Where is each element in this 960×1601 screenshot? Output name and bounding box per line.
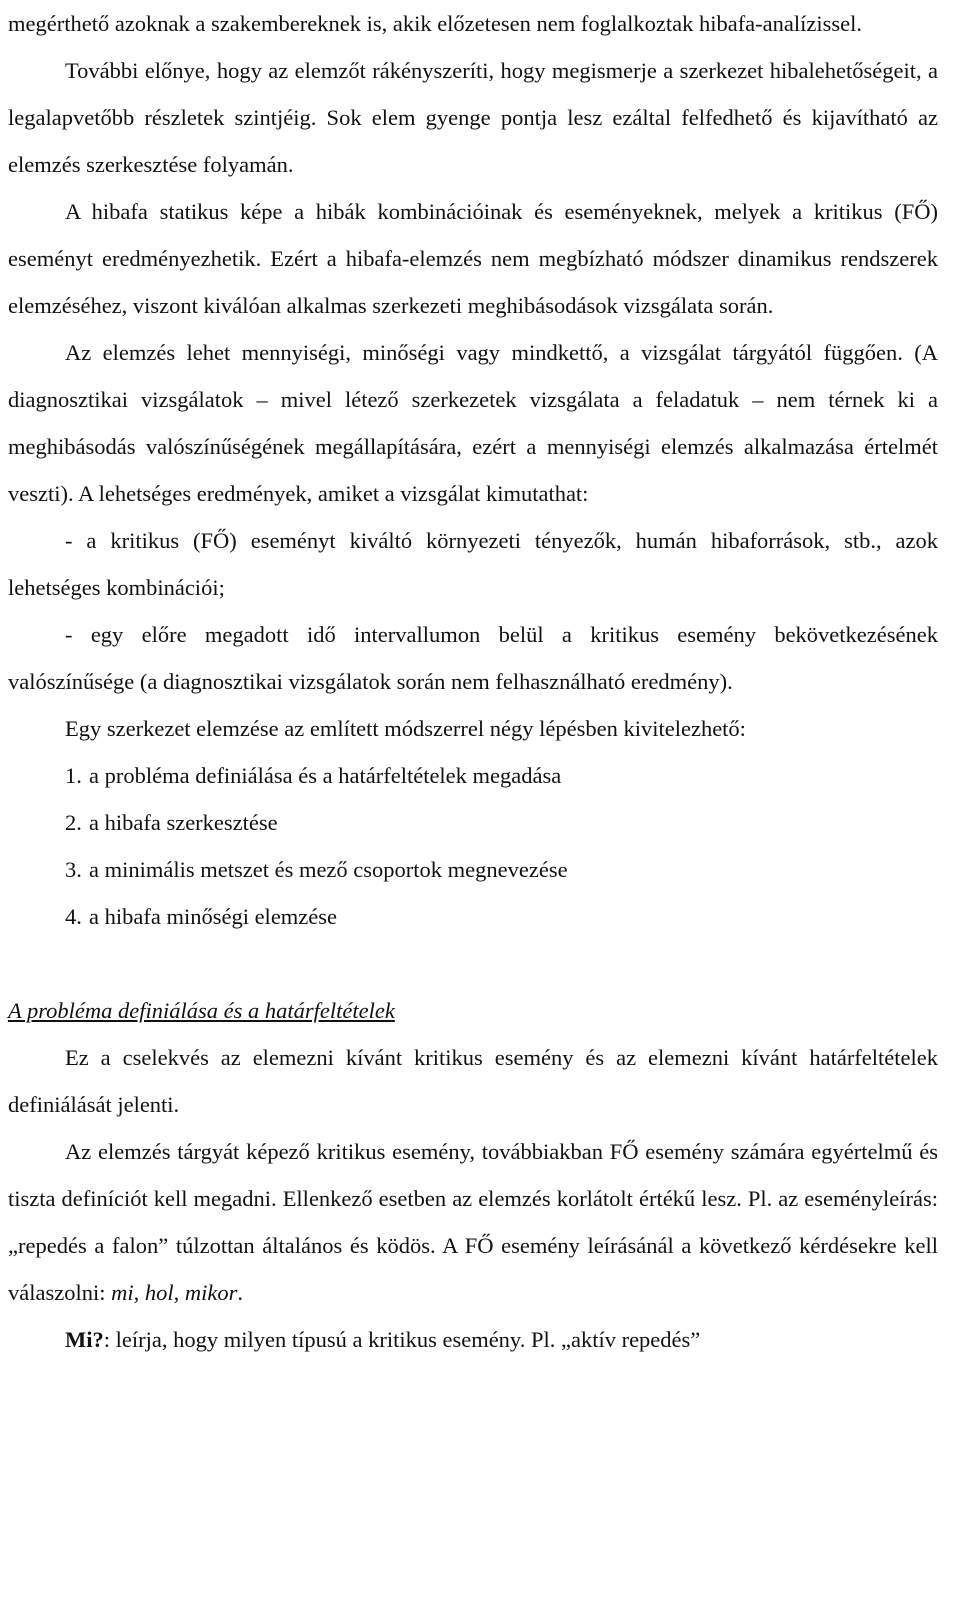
list-item xyxy=(8,846,938,893)
list-number: 4. xyxy=(65,904,82,929)
list-text: a probléma definiálása és a határfeltételek megadása xyxy=(89,763,562,788)
list-text: a hibafa szerkesztése xyxy=(89,810,278,835)
question-text: : leírja, hogy milyen típusú a kritikus esemény. Pl. „aktív repedés” xyxy=(103,1327,701,1352)
paragraph: - egy előre megadott idő intervallumon belül a kritikus esemény bekövetkezésének valószínűsége (a diagnosztikai vizsgálatok során nem felhasználható eredmény). xyxy=(8,622,938,694)
list-number: 3. xyxy=(65,857,82,882)
paragraph: Egy szerkezet elemzése az említett módszerrel négy lépésben kivitelezhető: xyxy=(65,716,746,741)
list-text: a hibafa minőségi elemzése xyxy=(89,904,338,929)
paragraph: - a kritikus (FŐ) eseményt kiváltó környezeti tényezők, humán hibaforrások, stb., azok lehetséges kombinációi; xyxy=(8,528,938,600)
paragraph: megérthető azoknak a szakembereknek is, akik előzetesen nem foglalkoztak hibafa-analízissel. xyxy=(8,11,863,36)
list-item xyxy=(8,799,938,846)
paragraph: Ez a cselekvés az elemezni kívánt kritikus esemény és az elemezni kívánt határfeltételek definiálását jelenti. xyxy=(8,1045,938,1117)
paragraph-text: Az elemzés tárgyát képező kritikus esemény, továbbiakban FŐ esemény számára egyértelmű és tiszta definíciót kell megadni. Ellenkező esetben az elemzés korlátolt értékű lesz. Pl. az eseményleírás: „repedés a falon” túlzottan általános és ködös. A FŐ esemény leírásánál a következő kérdésekre kell válaszolni: xyxy=(8,1139,938,1305)
paragraph xyxy=(8,1128,938,1316)
list-number: 1. xyxy=(65,763,82,788)
paragraph: További előnye, hogy az elemzőt rákényszeríti, hogy megismerje a szerkezet hibalehetőségeit, a legalapvetőbb részletek szintjéig. Sok elem gyenge pontja lesz ezáltal felfedhető és kijavítható az elemzés szerkesztése folyamán. xyxy=(8,58,938,177)
paragraph: Az elemzés lehet mennyiségi, minőségi vagy mindkettő, a vizsgálat tárgyától függően. (A diagnosztikai vizsgálatok – mivel létező szerkezetek vizsgálata a feladatuk – nem térnek ki a meghibásodás valószínűségének megállapítására, ezért a mennyiségi elemzés alkalmazása értelmét veszti). A lehetséges eredmények, amiket a vizsgálat kimutathat: xyxy=(8,340,938,506)
question-line xyxy=(8,1316,938,1363)
steps-list xyxy=(8,752,938,940)
list-item xyxy=(8,752,938,799)
paragraph: A hibafa statikus képe a hibák kombinációinak és eseményeknek, melyek a kritikus (FŐ) eseményt eredményezhetik. Ezért a hibafa-elemzés nem megbízható módszer dinamikus rendszerek elemzéséhez, viszont kiválóan alkalmas szerkezeti meghibásodások vizsgálata során. xyxy=(8,199,938,318)
section-heading: A probléma definiálása és a határfeltételek xyxy=(8,998,395,1023)
list-number: 2. xyxy=(65,810,82,835)
list-item xyxy=(8,893,938,940)
questions-italic: mi, hol, mikor xyxy=(111,1280,238,1305)
list-text: a minimális metszet és mező csoportok megnevezése xyxy=(89,857,568,882)
sentence-end: . xyxy=(237,1280,243,1305)
question-label: Mi? xyxy=(65,1327,104,1352)
